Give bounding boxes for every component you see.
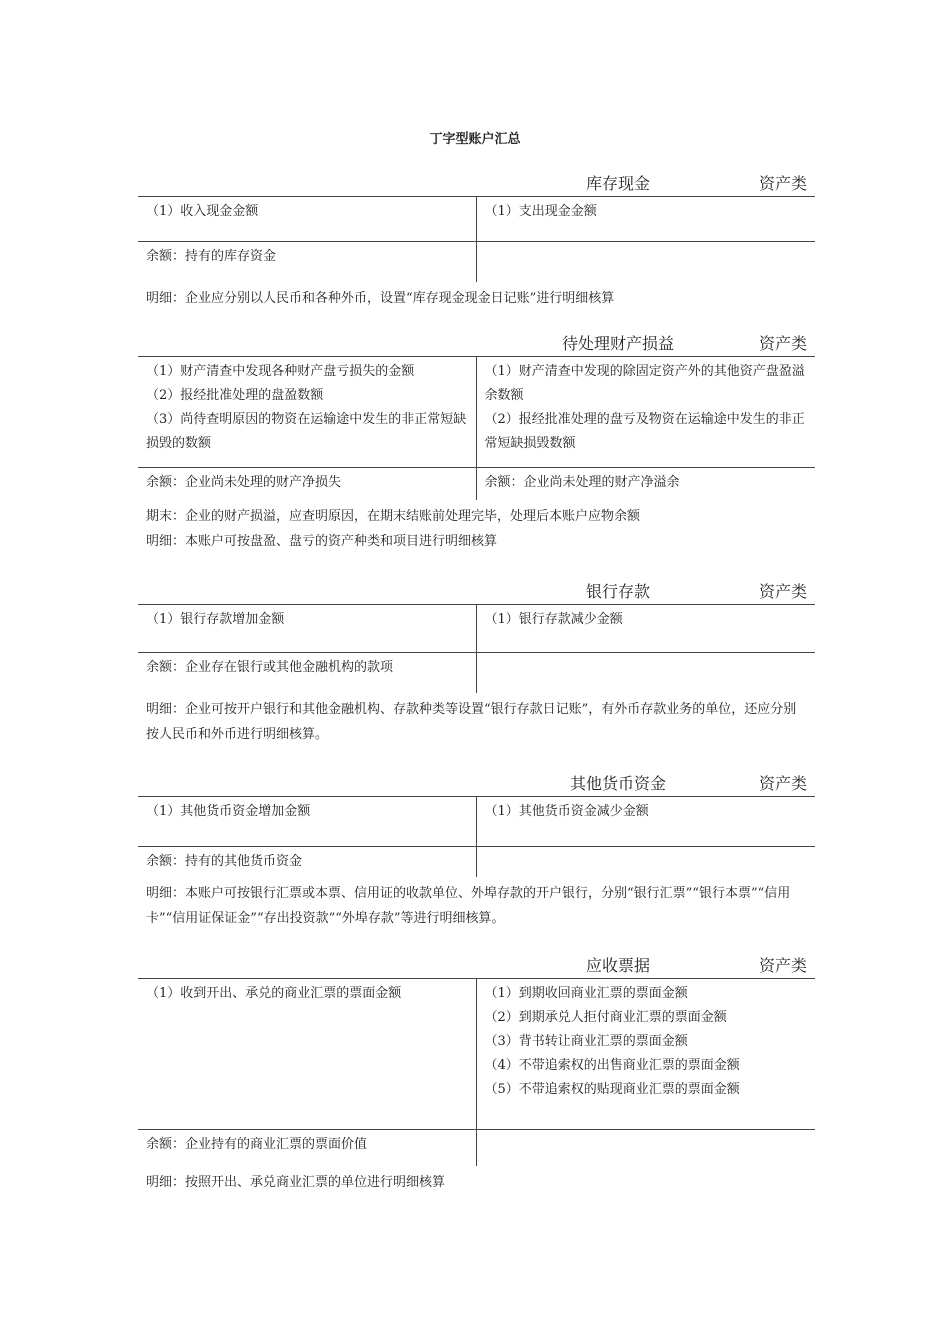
account-header [138,774,815,796]
page-title: 丁字型账户汇总 [429,132,521,147]
account-category: 资产类 [758,774,807,793]
account-notes [138,697,815,747]
note-line: 明细：本账户可按盘盈、盘亏的资产种类和项目进行明细核算 [146,534,498,549]
account-name: 应收票据 [585,956,650,975]
account-category: 资产类 [758,582,807,601]
debit-side [138,979,477,1129]
account-name: 其他货币资金 [569,774,666,793]
account-notes [138,881,815,931]
debit-item: （1）收到开出、承兑的商业汇票的票面金额 [146,986,402,1001]
balance-debit: 余额：企业尚未处理的财产净损失 [138,468,477,500]
credit-item: （1）银行存款减少金额 [484,612,623,627]
credit-item: （2）报经批准处理的盘亏及物资在运输途中发生的非正常短缺损毁数额 [484,412,805,451]
credit-item: （5）不带追索权的贴现商业汇票的票面金额 [484,1082,740,1097]
debit-item: （3）尚待查明原因的物资在运输途中发生的非正常短缺损毁的数额 [146,412,467,451]
t-table [138,604,815,693]
note-line: 期末：企业的财产损溢，应查明原因，在期末结账前处理完毕，处理后本账户应物余额 [146,509,641,524]
debit-side [138,357,477,467]
account-header [138,582,815,604]
credit-side [477,797,816,846]
t-account-cash [138,174,815,311]
balance-debit: 余额：企业存在银行或其他金融机构的款项 [138,653,477,693]
credit-side [477,605,816,652]
balance-debit: 余额：企业持有的商业汇票的票面价值 [138,1130,477,1166]
balance-credit [477,1130,816,1166]
t-account-other-monetary [138,774,815,931]
debit-side [138,797,477,846]
account-category: 资产类 [758,334,807,353]
credit-item: （3）背书转让商业汇票的票面金额 [484,1034,688,1049]
debit-item: （1）财产清查中发现各种财产盘亏损失的金额 [146,364,415,379]
credit-item: （1）其他货币资金减少金额 [484,804,649,819]
account-category: 资产类 [758,956,807,975]
t-table [138,196,815,282]
credit-item: （1）到期收回商业汇票的票面金额 [484,986,688,1001]
account-notes [138,1170,815,1195]
t-account-bank-deposit [138,582,815,747]
account-notes [138,504,815,554]
debit-item: （1）银行存款增加金额 [146,612,285,627]
credit-side [477,979,816,1129]
credit-side [477,197,816,241]
credit-item: （1）支出现金金额 [484,204,597,219]
credit-item: （2）到期承兑人拒付商业汇票的票面金额 [484,1010,727,1025]
account-name: 银行存款 [585,582,650,601]
account-name: 待处理财产损益 [561,334,674,353]
account-header [138,956,815,978]
note-line: 明细：本账户可按银行汇票或本票、信用证的收款单位、外埠存款的开户银行，分别“银行汇票”“银行本票”“信用卡”“信用证保证金”“存出投资款”“外埠存款”等进行明细核算。 [146,886,791,926]
balance-debit: 余额：持有的库存资金 [138,242,477,282]
note-line: 明细：企业可按开户银行和其他金融机构、存款种类等设置“银行存款日记账”，有外币存款业务的单位，还应分别按人民币和外币进行明细核算。 [146,702,797,742]
credit-item: （1）财产清查中发现的除固定资产外的其他资产盘盈溢余数额 [484,364,805,403]
balance-credit: 余额：企业尚未处理的财产净溢余 [484,475,680,490]
credit-side [477,357,816,467]
t-table [138,796,815,877]
account-notes [138,286,815,311]
debit-side [138,197,477,241]
debit-item: （2）报经批准处理的盘盈数额 [146,388,324,403]
note-line: 明细：企业应分别以人民币和各种外币，设置“库存现金现金日记账”进行明细核算 [146,291,615,306]
debit-side [138,605,477,652]
debit-item: （1）其他货币资金增加金额 [146,804,311,819]
balance-credit [477,242,816,282]
balance-credit [477,653,816,693]
account-header [138,174,815,196]
t-account-notes-receivable [138,956,815,1195]
credit-item: （4）不带追索权的出售商业汇票的票面金额 [484,1058,740,1073]
debit-item: （1）收入现金金额 [146,204,259,219]
account-category: 资产类 [758,174,807,193]
t-table [138,978,815,1166]
t-account-pending-property [138,334,815,554]
account-name: 库存现金 [585,174,650,193]
note-line: 明细：按照开出、承兑商业汇票的单位进行明细核算 [146,1175,446,1190]
balance-debit: 余额：持有的其他货币资金 [138,847,477,877]
balance-credit [477,847,816,877]
account-header [138,334,815,356]
t-table [138,356,815,500]
